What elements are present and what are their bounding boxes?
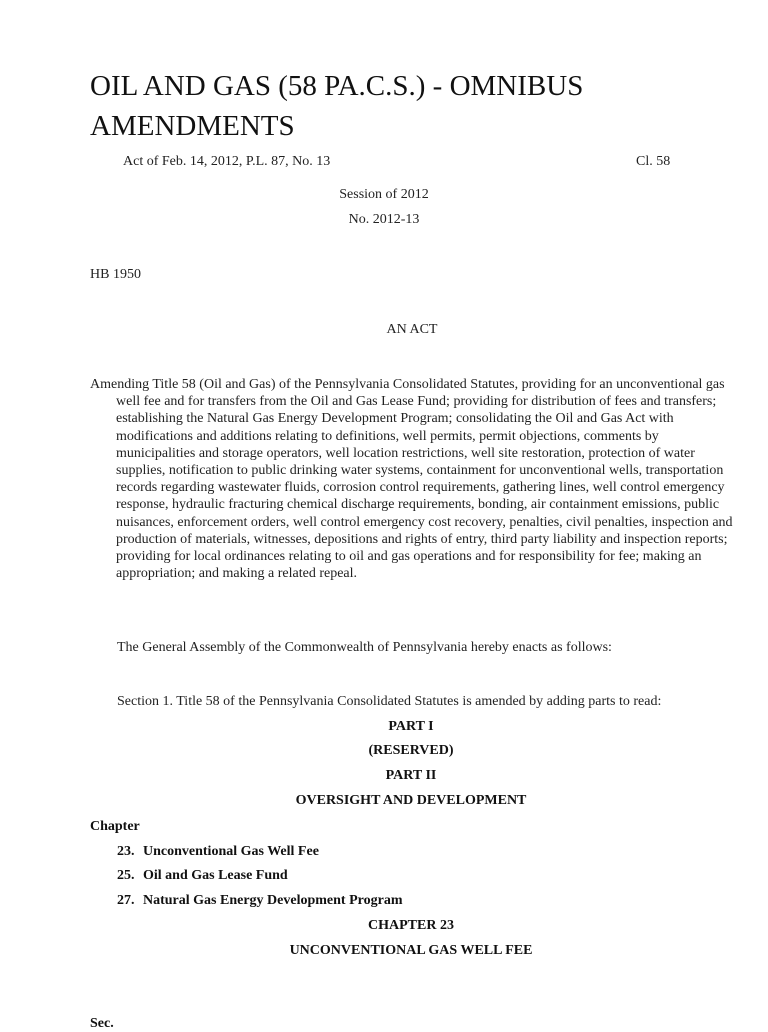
act-number: No. 2012-13 <box>348 212 420 227</box>
toc-chapter-27 <box>117 893 402 909</box>
toc-chapter-23 <box>117 844 319 860</box>
document-title: OIL AND GAS (58 PA.C.S.) - OMNIBUS AMENDMENTS <box>90 70 584 142</box>
long-title-paragraph: Amending Title 58 (Oil and Gas) of the Pennsylvania Consolidated Statutes, providing for an unconventional gas well fee and for transfers from the Oil and Gas Lease Fund; providing for distribution of fees and transfers; establishing the Natural Gas Energy Development Program; consolidating the Oil and Gas Act with modifications and additions relating to definitions, well permits, permit objections, comments by municipalities and storage operators, well location restrictions, well site restoration, protection of water supplies, notification to public drinking water systems, containment for unconventional wells, transportation records regarding wastewater fluids, corrosion control requirements, gathering lines, well control emergency response, hydraulic fracturing chemical discharge requirements, bonding, air containment emissions, public nuisances, enforcement orders, well control emergency cost recovery, penalties, civil penalties, inspection and production of materials, witnesses, depositions and rights of entry, third party liability and inspection reports; providing for local ordinances relating to oil and gas operations and for responsibility for fee; making an appropriation; and making a related repeal. <box>90 377 733 582</box>
toc-name: Oil and Gas Lease Fund <box>143 868 288 883</box>
reserved-heading: (RESERVED) <box>368 743 454 758</box>
toc-name: Natural Gas Energy Development Program <box>143 893 403 908</box>
part-2-heading: PART II <box>385 768 437 783</box>
section-1-text: Section 1. Title 58 of the Pennsylvania Consolidated Statutes is amended by adding parts to read: <box>117 694 662 709</box>
session-label: Session of 2012 <box>339 187 429 202</box>
toc-name: Unconventional Gas Well Fee <box>143 844 319 859</box>
part-1-heading: PART I <box>388 719 434 734</box>
an-act-heading: AN ACT <box>386 322 438 337</box>
classification: Cl. 58 <box>636 154 671 169</box>
sec-label: Sec. <box>90 1016 114 1031</box>
chapter-label: Chapter <box>90 819 140 834</box>
toc-number: 23. <box>117 844 135 859</box>
enacting-clause: The General Assembly of the Commonwealth of Pennsylvania hereby enacts as follows: <box>117 640 612 655</box>
toc-number: 25. <box>117 868 135 883</box>
bill-number: HB 1950 <box>90 267 141 282</box>
toc-chapter-25 <box>117 868 288 884</box>
chapter-23-heading: CHAPTER 23 <box>368 918 454 933</box>
toc-number: 27. <box>117 893 135 908</box>
act-citation: Act of Feb. 14, 2012, P.L. 87, No. 13 <box>123 154 331 169</box>
oversight-heading: OVERSIGHT AND DEVELOPMENT <box>295 793 527 808</box>
chapter-23-title: UNCONVENTIONAL GAS WELL FEE <box>289 943 533 958</box>
